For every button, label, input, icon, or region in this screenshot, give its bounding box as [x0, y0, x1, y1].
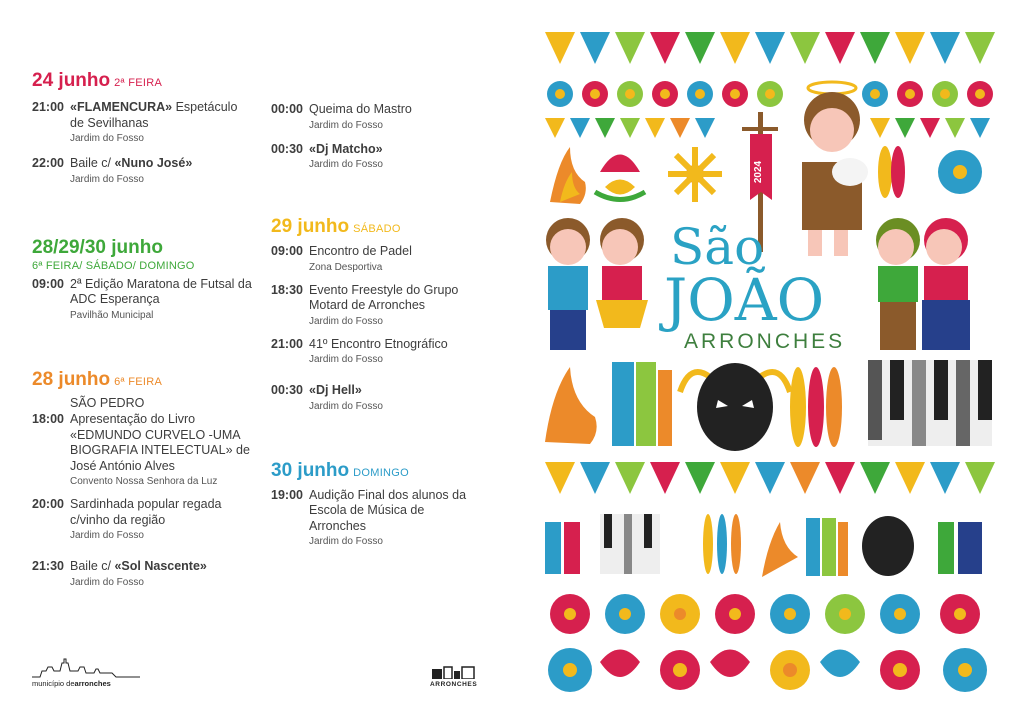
event-location: Pavilhão Municipal — [70, 309, 154, 321]
castle-skyline-icon — [32, 655, 142, 679]
event-title: 41º Encontro Etnográfico — [309, 336, 448, 351]
event-item — [32, 156, 252, 187]
event-title — [70, 100, 252, 131]
event-title — [309, 142, 481, 158]
event-title-plain: Baile c/ — [70, 156, 115, 170]
logo-prefix: município de — [32, 679, 75, 688]
event-title: Audição Final dos alunos da Escola de Música de Arronches — [309, 487, 467, 533]
event-time: 00:00 — [271, 102, 303, 116]
event-title: Apresentação do Livro «EDMUNDO CURVELO -UMA BIOGRAFIA INTELECTUAL» de José António Alves — [70, 412, 250, 473]
day-section-28 — [32, 369, 252, 590]
event-item — [271, 142, 481, 173]
day-date: 29 junho — [271, 216, 350, 237]
event-title: Evento Freestyle do Grupo Motard de Arronches — [309, 282, 459, 312]
event-title: 2ª Edição Maratona de Futsal da ADC Esperança — [70, 276, 252, 306]
arronches-logo — [430, 665, 482, 691]
column-middle — [271, 102, 481, 549]
event-note-text: SÃO PEDRO — [70, 395, 145, 410]
event-time: 18:00 — [32, 412, 64, 426]
event-time: 21:00 — [271, 336, 303, 351]
books-icon — [612, 362, 672, 446]
event-item — [32, 559, 252, 590]
sardine-icon — [878, 146, 905, 198]
event-location: Jardim do Fosso — [309, 159, 383, 170]
day-date: 28 junho — [32, 368, 111, 390]
event-item — [271, 244, 481, 275]
sardine-icon — [790, 367, 842, 447]
event-note — [32, 396, 252, 412]
day-weekday: 6ª FEIRA — [114, 375, 163, 388]
event-location: Jardim do Fosso — [309, 119, 383, 131]
column-left — [32, 70, 252, 590]
children-right-icon — [876, 218, 970, 350]
day-heading — [32, 369, 252, 391]
event-time: 19:00 — [271, 487, 303, 502]
event-item — [271, 102, 481, 133]
flame-icon — [550, 147, 586, 204]
sun-flower-icon — [668, 147, 722, 202]
event-time: 09:00 — [32, 276, 64, 291]
tulip-icon — [595, 155, 645, 200]
event-title: Sardinhada popular regada c/vinho da região — [70, 497, 222, 527]
event-title-bold: «Sol Nascente» — [114, 559, 207, 573]
day-weekday: 6ª FEIRA/ SÁBADO/ DOMINGO — [32, 259, 195, 272]
poster-title-line3: ARRONCHES — [684, 330, 846, 353]
event-location: Jardim do Fosso — [309, 354, 383, 365]
event-location: Jardim do Fosso — [70, 133, 144, 144]
flower-row-bottom-2 — [548, 648, 987, 692]
flower-row-top — [547, 81, 993, 107]
event-location: Jardim do Fosso — [70, 173, 144, 185]
event-location: Jardim do Fosso — [70, 576, 144, 588]
poster-title-line1: São — [670, 218, 765, 276]
event-item — [32, 100, 252, 146]
event-item — [32, 497, 252, 543]
poster-artwork — [540, 22, 1002, 702]
event-item — [271, 383, 481, 414]
flower-row-bottom-1 — [550, 594, 980, 634]
arronches-mark-icon — [430, 665, 482, 679]
poster-title-line2: JOÃO — [664, 266, 825, 334]
event-time: 20:00 — [32, 497, 64, 511]
children-left-icon — [546, 218, 648, 350]
piano-keys-icon — [868, 360, 992, 446]
day-section-28-30 — [32, 237, 252, 323]
bunting-middle — [545, 462, 995, 494]
event-title-rest: Espetáculo de Sevilhanas — [70, 100, 238, 130]
bull-head-icon — [680, 363, 790, 451]
event-location: Jardim do Fosso — [309, 400, 383, 412]
poster-year: 2024 — [753, 160, 764, 184]
event-location: Jardim do Fosso — [70, 530, 144, 541]
event-item — [32, 277, 252, 323]
day-heading — [271, 460, 481, 482]
municipio-logo-text — [32, 679, 111, 688]
event-time: 21:30 — [32, 559, 64, 573]
event-title-bold: «FLAMENCURA» — [70, 100, 173, 114]
day-section-29 — [271, 216, 481, 414]
festival-poster — [540, 22, 1002, 702]
event-title — [70, 156, 252, 172]
event-title-plain: Baile c/ — [70, 559, 115, 573]
event-time: 21:00 — [32, 100, 64, 114]
day-heading: 28/29/30 junho — [32, 236, 163, 258]
logo-bold: arronches — [74, 679, 111, 688]
event-time: 18:30 — [271, 282, 303, 297]
event-time: 22:00 — [32, 156, 64, 170]
event-time: 00:30 — [271, 141, 303, 156]
event-item — [271, 488, 481, 550]
event-title-bold: «Dj Matcho» — [309, 141, 383, 156]
day-date: 30 junho — [271, 459, 350, 481]
blue-flower-icon — [938, 150, 982, 194]
event-time: 09:00 — [271, 244, 303, 258]
flame-icon — [545, 367, 597, 444]
event-location: Jardim do Fosso — [309, 315, 383, 327]
event-title — [309, 383, 481, 399]
event-item — [271, 283, 481, 329]
day-weekday: DOMINGO — [353, 466, 410, 479]
event-item — [32, 412, 252, 489]
event-item — [271, 337, 481, 368]
day-weekday: SÁBADO — [353, 223, 401, 235]
event-time: 00:30 — [271, 383, 303, 397]
event-title-bold: «Dj Hell» — [309, 383, 362, 397]
municipio-logo — [32, 655, 142, 689]
event-title: Encontro de Padel — [309, 244, 412, 258]
day-heading — [32, 70, 252, 92]
arronches-logo-text: ARRONCHES — [430, 681, 478, 688]
day-date: 24 junho — [32, 70, 111, 91]
event-location: Jardim do Fosso — [309, 536, 383, 547]
bunting-top — [545, 32, 995, 64]
day-section-24 — [32, 70, 252, 187]
event-title: Queima do Mastro — [309, 102, 412, 116]
day-section-30 — [271, 460, 481, 550]
event-title — [70, 559, 252, 575]
day-weekday: 2ª FEIRA — [114, 77, 163, 89]
mini-icons-row — [545, 514, 982, 577]
event-title-bold: «Nuno José» — [114, 156, 193, 170]
event-location: Zona Desportiva — [309, 261, 383, 273]
day-heading — [271, 216, 481, 238]
event-location: Convento Nossa Senhora da Luz — [70, 476, 218, 487]
